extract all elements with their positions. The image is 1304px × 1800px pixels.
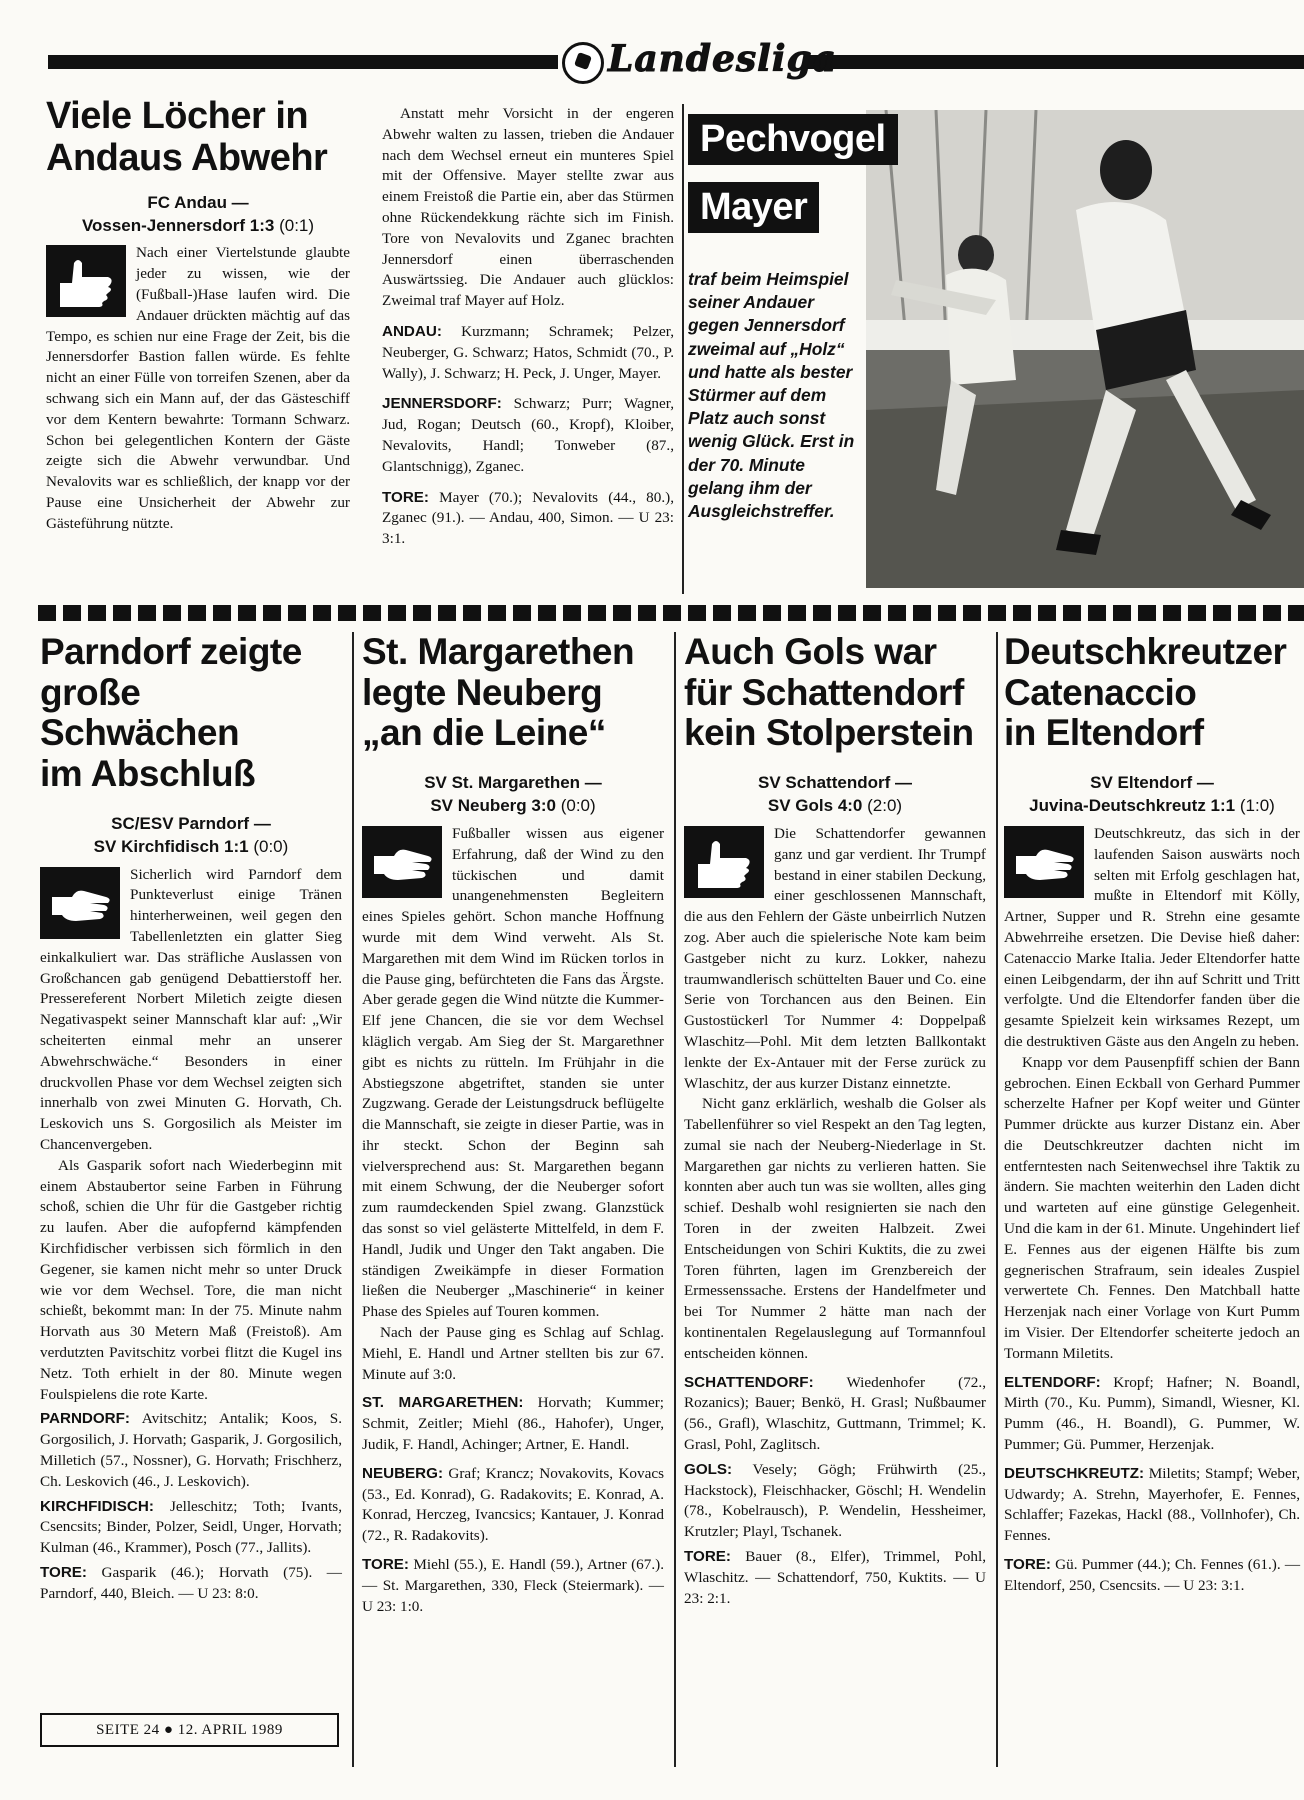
column-divider xyxy=(352,632,354,1767)
section-separator xyxy=(38,605,1304,621)
match-result xyxy=(40,813,342,859)
headline-line: „an die Leine“ xyxy=(362,712,606,754)
team-away: Vossen-Jennersdorf 1:3 xyxy=(81,215,275,235)
article-body xyxy=(362,824,664,1386)
goals xyxy=(362,1555,664,1617)
halftime-score: (0:0) xyxy=(560,796,596,815)
column-divider xyxy=(682,104,684,594)
page-footer xyxy=(40,1713,339,1747)
headline-line: Auch Gols war xyxy=(684,631,937,672)
lineup xyxy=(40,1409,342,1492)
lineup-text: Vesely; Gögh; Frühwirth (25., Hackstock), Fleischhacker, Göschl; H. Wendelin (78., Kobelrausch), P. Wendelin, Hessheimer, Krutzler; Playl, Tschanek. xyxy=(684,1460,986,1541)
article-body xyxy=(684,824,986,1365)
goals xyxy=(40,1563,342,1605)
article-headline xyxy=(1004,632,1300,754)
lineup-label: DEUTSCHKREUTZ: xyxy=(1004,1464,1145,1482)
header-rule-right xyxy=(808,55,1304,69)
paragraph: Knapp vor dem Pausenpfiff schien der Bann gebrochen. Einen Eckball von Gerhard Pummer scherzelte Hafner per Kopf weiter und Günter Pummer drückte aus kurzer Distanz ein. Aber die Deutschkreutzer dachten nicht im entferntesten nach Seitenwechsel ihre Taktik zu ändern. Sie machten weiterhin den Laden dicht und warteten auf eine günstige Gelegenheit. Und die kam in der 61. Minute. Ungehindert lief E. Fennes aus der eigenen Hälfte bis zum gegnerischen Strafraum, sein ideales Zuspiel verwertete Ch. Fennes. Den Matchball hatte Herzenjak nach einer Vorlage von Kurt Pumm im Visier. Der Eltendorfer scheiterte jedoch an Tormann Miletits. xyxy=(1004,1053,1300,1362)
team-away: SV Neuberg 3:0 xyxy=(430,796,556,815)
photo-title-line-2: Mayer xyxy=(688,182,819,233)
goals-text: Gü. Pummer (44.); Ch. Fennes (61.). — Eltendorf, 250, Csencsits. — U 23: 3:1. xyxy=(1004,1556,1301,1594)
headline-line: Catenaccio xyxy=(1004,671,1197,713)
halftime-score: (0:0) xyxy=(253,836,289,856)
paragraph: Nach einer Viertelstunde glaubte jeder zu wissen, wie der (Fußball-)Hase laufen wird. Die Andauer drückten mächtig auf das Tempo, es schien nur eine Frage der Zeit, bis die Jennersdorfer Bastion fallen würde. Es fehlte nicht an einer Fülle von torreifen Szenen, aber da schwang sich ein Mann auf, der das Gästeschiff vor dem Kentern bewahrte: Tormann Schwarz. Schon bei gelegentlichen Kontern der Gäste zeigte sich die Abwehr verwundbar. Und Nevalovits war es schließlich, der knapp vor der Pause eine Unsicherheit der Abwehr zur Gästeführung nützte. xyxy=(46,244,350,532)
paragraph: Nicht ganz erklärlich, weshalb die Golser als Tabellenführer so viel Respekt an den Tag legten, zumal sie nach der Neuberg-Niederlage in St. Margarethen gar nichts zu verlieren hatten. Sie konnten aber auch tun was sie wollten, alles ging schief. Deshalb wohl resignierten sie nach den Toren in der zweiten Halbzeit. Zwei Entscheidungen von Schiri Kuktits, die zu zwei Toren führten, lagen im Grenzbereich der Ermessenssache. Erstens der Handelfmeter und bei Tor Nummer 2 hätte man nach der kontinentalen Regelauslegung auf Tormannfoul entscheiden können. xyxy=(684,1095,986,1362)
lineup-label: NEUBERG: xyxy=(362,1464,444,1482)
top-headline-line-2: Andaus Abwehr xyxy=(46,136,328,179)
team-away: Juvina-Deutschkreutz 1:1 xyxy=(1029,796,1236,815)
headline-line: im Abschluß xyxy=(40,753,256,795)
halftime-score: (0:1) xyxy=(279,215,315,235)
top-article xyxy=(46,96,350,535)
article-body xyxy=(1004,824,1300,1365)
lineup xyxy=(1004,1464,1300,1547)
team-away: SV Kirchfidisch 1:1 xyxy=(93,836,249,856)
lineup xyxy=(684,1460,986,1543)
lineup xyxy=(684,1373,986,1456)
match-result xyxy=(1004,772,1300,818)
paragraph: Die Schattendorfer gewannen ganz und gar verdient. Ihr Trumpf bestand in einer stabilen Deckung, einer geschlossenen Mannschaft, die aus den Fehlern der Gäste unbeirrlich Nutzen zog. Aber auch die spielerische Note kam beim Gastgeber nicht zu kurz. Lokker, nahezu traumwandlerisch schüttelten Bauer und Co. eine Serie von Torchancen aus den Beinen. Ein Gustostückerl Tor Nummer 4: Doppelpaß Wlaschitz—Pohl. Mit dem letzten Ballkontakt lenkte der Ex-Antauer mit der Ferse zurück zu Wlaschitz, der aus kurzer Distanz einnetzte. xyxy=(684,824,986,1092)
lineup-text: Graf; Krancz; Novakovits, Kovacs (53., Ed. Konrad), G. Radakovits; E. Konrad, A. Konrad, Herczeg, Ivancsics; Kantauer, J. Konrad (72., R. Radakovits). xyxy=(362,1464,664,1545)
article-headline xyxy=(684,632,986,754)
column-divider xyxy=(674,632,676,1767)
top-headline-line-1: Viele Löcher in xyxy=(46,95,309,137)
lineup xyxy=(362,1464,664,1547)
lineup-text: Schwarz; Purr; Wagner, Jud, Rogan; Deutsch (60., Kropf), Kloiber, Nevalovits, Handl; Tonweber (87., Glantschnigg), Zganec. xyxy=(382,395,674,475)
thumbs-up-icon xyxy=(684,826,764,898)
lineup-text: Wiedenhofer (72., Rozanics); Bauer; Benkö, H. Grasl; Nußbaumer (56., Grafl), Wlaschitz, Guttmann, Trimmel; K. Grasl, Pohl, Zaglitsch. xyxy=(684,1373,986,1454)
flat-hand-icon xyxy=(362,826,442,898)
team-home: SC/ESV Parndorf — xyxy=(111,813,271,833)
headline-line: Deutschkreutzer xyxy=(1004,631,1287,672)
paragraph: Fußballer wissen aus eigener Erfahrung, daß der Wind zu den tückischen und damit unangenehmensten Begleitern eines Spieles gehört. Schon manche Hoffnung wurde mit dem Wind verweht. Als St. Margarethen mit dem Wind im Rücken torlos in die Pause ging, befürchteten die Fans das Ärgste. Aber gerade gegen die Wind nützte die Kummer-Elf jene Chancen, die sie vor dem Wechsel kläglich vergab. Am Sieg der St. Margarethner gibt es nichts zu rütteln. Im Frühjahr in die Abstiegszone abgetriftet, standen sie unter Zugzwang. Gerade der Leistungsdruck beflügelte die Mannschaft, sie zeigte in dieser Partie, was in ihr steckt. Schon der Beginn sah vielversprechend aus: St. Margarethen begann mit einem Schwung, der die Neuberger sofort zum raumdeckenden Spiel zwang. Glanzstück das sonst so viel gelästerte Mittelfeld, in dem F. Handl, Judik und Unger den Takt angaben. Die ständigen Zweikämpfe in dieser Formation ließen die Neuberger „Maschinerie“ in keiner Phase des Spieles auf Touren kommen. xyxy=(362,824,664,1321)
headline-line: St. Margarethen xyxy=(362,631,635,672)
lineup-text: Kurzmann; Schramek; Pelzer, Neuberger, G. Schwarz; Hatos, Schmidt (70., P. Wally), J. Schwarz; H. Peck, J. Unger, Mayer. xyxy=(382,322,675,382)
bullet-icon: ● xyxy=(163,1722,174,1738)
team-home: SV Eltendorf — xyxy=(1090,773,1214,793)
paragraph: Sicherlich wird Parndorf dem Punkteverlust einige Tränen hinterherweinen, weil gegen den Tabellenletzten ein glatter Sieg einkalkuliert war. Das sträfliche Auslassen von Großchancen gab genügend Debattierstoff her. Pressereferent Norbert Miletich zeigte diesen Negativaspekt seiner Mannschaft klar auf: „Wir scheiterten einmal mehr an unserer Abwehrschwäche.“ Besonders in einer druckvollen Phase vor dem Wechsel zeigten sich innerhalb von zwei Minuten G. Horvath, Ch. Leskovich uns S. Gorgosilich als Meister im Chancenvergeben. xyxy=(40,865,342,1153)
lineup-label: ANDAU: xyxy=(382,322,442,340)
goals-label: TORE: xyxy=(40,1563,87,1581)
goals xyxy=(684,1547,986,1609)
match-result xyxy=(684,772,986,818)
goals-text: Mayer (70.); Nevalovits (44., 80.), Zganec (91.). — Andau, 400, Simon. — U 23: 3:1. xyxy=(382,488,675,548)
lineup xyxy=(40,1497,342,1559)
goals-label: TORE: xyxy=(1004,1556,1051,1574)
lineup-jennersdorf xyxy=(382,394,674,477)
goals-text: Bauer (8., Elfer), Trimmel, Pohl, Wlaschitz. — Schattendorf, 750, Kuktits. — U 23: 2:1. xyxy=(684,1548,987,1607)
column-divider xyxy=(996,632,998,1767)
article-body xyxy=(46,243,350,534)
photo-caption: traf beim Heimspiel seiner Andauer gegen Jennersdorf zweimal auf „Holz“ und hatte als bester Stürmer auf dem Platz auch sonst wenig Glück. Erst in der 70. Minute gelang ihm der Ausgleichstreffer. xyxy=(688,269,855,522)
football-icon xyxy=(562,42,604,84)
headline-line: für Schattendorf xyxy=(684,671,964,713)
halftime-score: (2:0) xyxy=(867,796,903,815)
page-number: SEITE 24 xyxy=(96,1722,160,1738)
flat-hand-icon xyxy=(40,867,120,939)
team-home: SV Schattendorf — xyxy=(758,773,912,793)
lineup-label: PARNDORF: xyxy=(40,1410,130,1428)
paragraph: Deutschkreutz, das sich in der laufenden Saison auswärts noch selten mit Erfolg geschlagen hat, mußte in Eltendorf mit Kölly, Artner, Supper und R. Strehn eine gesamte Abwehrreihe ersetzen. Die Devise hieß daher: Catenaccio Marke Italia. Jeder Eltendorfer hatte einen Leibgendarm, der ihn auf Schritt und Tritt verfolgte. Und die Eltendorfer fanden über die gesamte Spielzeit kein wirksames Rezept, um die destruktiven Gäste aus den Angeln zu heben. xyxy=(1004,824,1300,1050)
headline-line: in Eltendorf xyxy=(1004,712,1204,754)
flat-hand-icon xyxy=(1004,826,1084,898)
lineup-text: Horvath; Kummer; Schmit, Zeitler; Miehl (86., Hahofer), Unger, Judik, F. Handl, Achinger; Artner, E. Handl. xyxy=(362,1394,664,1454)
headline-line: große Schwächen xyxy=(40,671,240,754)
article-schattendorf xyxy=(684,632,986,1609)
team-home: SV St. Margarethen — xyxy=(424,773,602,793)
section-title: Landesliga xyxy=(608,38,838,80)
goals-label: TORE: xyxy=(362,1556,409,1574)
article-body xyxy=(40,865,342,1406)
goals-label: TORE: xyxy=(382,488,429,506)
article-st-margarethen xyxy=(362,632,664,1617)
lineup xyxy=(1004,1373,1300,1456)
match-photo xyxy=(866,110,1304,588)
lineup-text: Avitschitz; Antalik; Koos, S. Gorgosilich, J. Horvath; Gasparik, J. Gorgosilich, Milletich (57., Nossner), G. Horvath; Frischherz, Ch. Leskovich (46., J. Leskovich). xyxy=(40,1410,342,1490)
paragraph: Nach der Pause ging es Schlag auf Schlag. Miehl, E. Handl und Artner stellten bis zur 67. Minute auf 3:0. xyxy=(362,1324,664,1383)
article-headline xyxy=(40,632,342,795)
headline-line: Parndorf zeigte xyxy=(40,631,302,672)
thumbs-up-icon xyxy=(46,245,126,317)
goals-text: Gasparik (46.); Horvath (75). — Parndorf, 440, Bleich. — U 23: 8:0. xyxy=(40,1563,342,1602)
match-result xyxy=(46,192,350,238)
lineup xyxy=(362,1393,664,1455)
team-away: SV Gols 4:0 xyxy=(767,796,863,815)
lineup-andau xyxy=(382,322,674,384)
article-headline xyxy=(362,632,664,754)
top-headline xyxy=(46,96,350,180)
team-home: FC Andau — xyxy=(147,192,249,212)
goals-label: TORE: xyxy=(684,1548,731,1566)
photo-title-line-1: Pechvogel xyxy=(688,114,898,165)
lineup-label: ELTENDORF: xyxy=(1004,1373,1101,1391)
match-result xyxy=(362,772,664,818)
lineup-label: ST. MARGARETHEN: xyxy=(362,1394,524,1412)
top-article-col-2 xyxy=(382,104,674,550)
lineup-text: Jelleschitz; Toth; Ivants, Csencsits; Binder, Polzer, Seidl, Unger, Horvath; Kulman (46., Krammer), Posch (77., Jallits). xyxy=(40,1497,342,1557)
headline-line: legte Neuberg xyxy=(362,671,603,713)
goals xyxy=(1004,1555,1300,1597)
lineup-label: KIRCHFIDISCH: xyxy=(40,1497,154,1515)
headline-line: kein Stolperstein xyxy=(684,712,974,754)
lineup-text: Kropf; Hafner; N. Boandl, Mirth (70., Ku. Pumm), Simandl, Wiesner, Kl. Pumm (46., H. Boandl), G. Pummer, W. Pummer; Gü. Pummer, Herzenjak. xyxy=(1004,1373,1300,1454)
paragraph: Als Gasparik sofort nach Wiederbeginn mit einem Abstaubertor seine Farben in Führung schoß, schien die Uhr für die Gastgeber richtig zu laufen. Aber die aufopfernd kämpfenden Kirchfidischer verbissen sich förmlich in den Gegener, sie kamen nicht mehr so unter Druck wie vor dem Wechsel. Tore, die man nicht schießt, bekommt man: In der 75. Minute nahm Horvath aus 30 Metern Maß (Freistoß). Am verdutzten Pavitschitz vorbei flitzt die Kugel ins Netz. Toth erhielt in der 80. Minute wegen Foulspielens die rote Karte. xyxy=(40,1156,342,1403)
halftime-score: (1:0) xyxy=(1239,796,1275,815)
goals xyxy=(382,488,674,550)
lineup-label: SCHATTENDORF: xyxy=(684,1373,814,1391)
lineup-label: GOLS: xyxy=(684,1460,733,1478)
paragraph: Anstatt mehr Vorsicht in der engeren Abwehr walten zu lassen, trieben die Andauer nach dem Wechsel erneut ein munteres Spiel mit der Offensive. Mayer stellte zwar aus einem Freistoß die Partie ein, aber das Stürmen ohne Rückendekkung rächte sich im Finish. Tore von Nevalovits und Zganec brachten Jennersdorf einen überraschenden Auswärtssieg. Die Andauer auch glücklos: Zweimal traf Mayer auf Holz. xyxy=(382,105,674,310)
article-parndorf xyxy=(40,632,342,1605)
lineup-text: Miletits; Stampf; Weber, Udwardy; A. Strehn, Mayerhofer, E. Fennes, Schlaffer; Fazekas, Hackl (88., Vollnhofer), Ch. Fennes. xyxy=(1004,1464,1300,1545)
goals-text: Miehl (55.), E. Handl (59.), Artner (67.). — St. Margarethen, 330, Fleck (Steiermark). — U 23: 1:0. xyxy=(362,1556,664,1615)
lineup-label: JENNERSDORF: xyxy=(382,395,502,413)
issue-date: 12. APRIL 1989 xyxy=(177,1722,283,1738)
article-eltendorf xyxy=(1004,632,1300,1597)
article-body-cont xyxy=(382,104,674,312)
header-rule-left xyxy=(48,55,558,69)
